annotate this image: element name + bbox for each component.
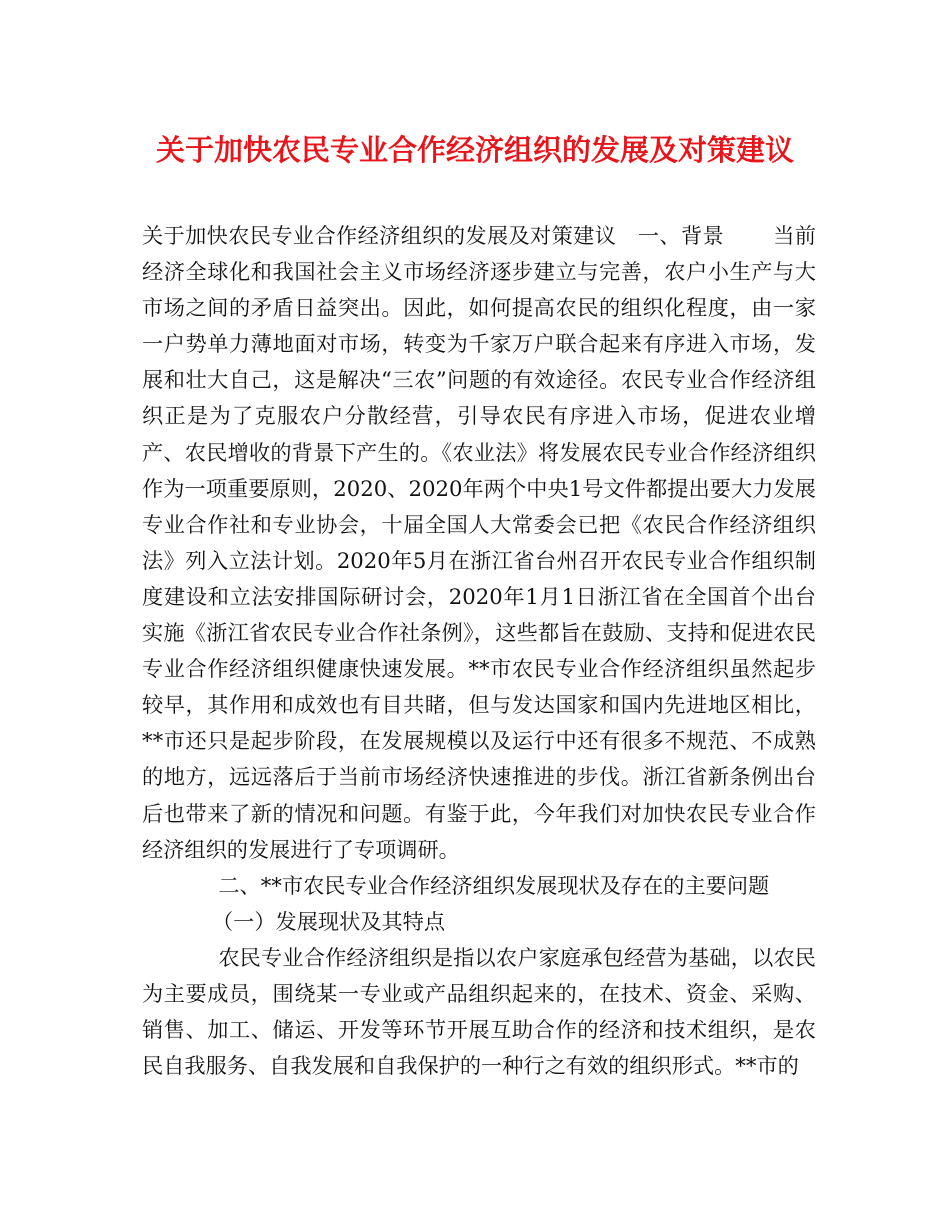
paragraph-definition: 农民专业合作经济组织是指以农户家庭承包经营为基础，以农民为主要成员，围绕某一专业或产品组织起来的，在技术、资金、采购、销售、加工、储运、开发等环节开展互助合作的经济和技术组织，是农民自我服务、自我发展和自我保护的一种行之有效的组织形式。**市的 [142, 944, 816, 1079]
section-heading-background: 一、背景 [637, 223, 725, 248]
document-body [142, 218, 816, 1084]
background-paragraph [142, 218, 816, 868]
section-heading-status: 二、**市农民专业合作经济组织发展现状及存在的主要问题 [218, 872, 770, 898]
paragraph-background: 当前经济全球化和我国社会主义市场经济逐步建立与完善，农户小生产与大市场之间的矛盾日益突出。因此，如何提高农民的组织化程度，由一家一户势单力薄地面对市场，转变为千家万户联合起来有序进入市场，发展和壮大自己，这是解决“三农”问题的有效途径。农民专业合作经济组织正是为了克服农户分散经营，引导农民有序进入市场，促进农业增产、农民增收的背景下产生的。《农业法》将发展农民专业合作经济组织作为一项重要原则，2020、2020年两个中央1号文件都提出要大力发展专业合作社和专业协会，十届全国人大常委会已把《农民合作经济组织法》列入立法计划。2020年5月在浙江省台州召开农民专业合作组织制度建设和立法安排国际研讨会，2020年1月1日浙江省在全国首个出台实施《浙江省农民专业合作社条例》，这些都旨在鼓励、支持和促进农民专业合作经济组织健康快速发展。**市农民专业合作经济组织虽然起步较早，其作用和成效也有目共睹，但与发达国家和国内先进地区相比，**市还只是起步阶段，在发展规模以及运行中还有很多不规范、不成熟的地方，远远落后于当前市场经济快速推进的步伐。浙江省新条例出台后也带来了新的情况和问题。有鉴于此，今年我们对加快农民专业合作经济组织的发展进行了专项调研。 [142, 223, 816, 862]
document-title: 关于加快农民专业合作经济组织的发展及对策建议 [155, 133, 794, 167]
subsection-heading-features: （一）发展现状及其特点 [211, 908, 446, 934]
intro-heading: 关于加快农民专业合作经济组织的发展及对策建议 [142, 223, 617, 248]
